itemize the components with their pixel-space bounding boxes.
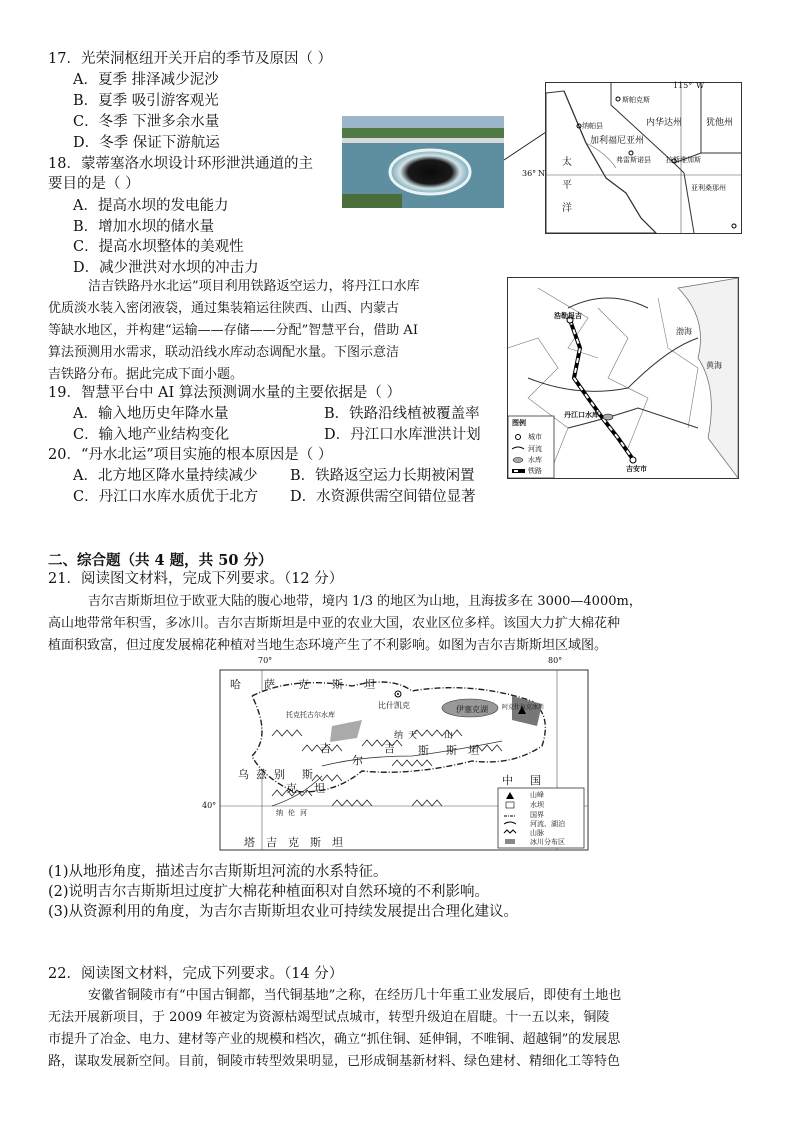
intro19-line4: 算法预测用水需求，联动沿线水库动态调配水量。下图示意洁: [48, 345, 400, 360]
map3-label-bishkek: 比什凯克: [378, 701, 410, 710]
q20-option-d: D．水资源供需空间错位显著: [290, 489, 476, 505]
map3-label-si: 斯: [332, 678, 343, 691]
map3-label-si-4: 斯: [310, 836, 321, 849]
q21-para-line2: 高山地带常年积雪，多冰川。吉尔吉斯斯坦是中亚的农业大国，农业区位多样。该国大力扩大棉花种: [48, 616, 621, 631]
map3-label-ji-1: 吉: [320, 742, 331, 755]
map2-label-danjiangkou: 丹江口水库: [564, 410, 599, 419]
map3-label-si-2: 斯: [446, 744, 457, 757]
map1-state-nevada: 内华达州: [646, 118, 683, 128]
q18-option-d: D．减少泄洪对水坝的冲击力: [73, 260, 259, 276]
map3-label-tan-2: 坦: [468, 744, 479, 757]
dam-photo: [342, 116, 504, 208]
map3-legend-peak: 山峰: [530, 791, 544, 799]
map2-label-huanghai: 黄海: [706, 361, 722, 370]
q19-option-b: B．铁路沿线植被覆盖率: [324, 406, 480, 422]
q21-question-1: (1)从地形角度，描述吉尔吉斯斯坦河流的水系特征。: [48, 864, 388, 880]
map3-label-zi: 兹: [256, 768, 267, 781]
map2-label-jian: 吉安市: [626, 464, 647, 473]
q22-para-line4: 路，谋取发展新空间。目前，铜陵市转型效果明显，已形成铜基新材料、绿色建材、精细化工等特色: [48, 1054, 621, 1069]
map3-label-toktogul: 托克托古尔水库: [286, 711, 335, 719]
map3-label-naryn-2: 伦: [288, 809, 295, 817]
map2-legend-reservoir: 水库: [528, 456, 542, 464]
map1-city-fresno: 弗雷斯诺县: [616, 156, 651, 164]
map3-label-naryn-3: 河: [300, 809, 307, 817]
q20-option-c: C．丹江口水库水质优于北方: [73, 489, 259, 505]
q22-stem: 22．阅读图文材料，完成下列要求。（14 分）: [48, 966, 344, 982]
map1-longitude-label: 115°: [673, 81, 693, 90]
map-kyrgyzstan: [202, 656, 598, 856]
map1-ocean-label-3: 洋: [562, 203, 572, 214]
map1-west-label: W: [696, 81, 705, 90]
map3-label-shan: 山: [444, 731, 454, 741]
map2-legend-river: 河流: [528, 445, 542, 453]
map1-city-sparks: 斯帕克斯: [622, 96, 650, 104]
intro19-line2: 优质淡水装入密闭液袋，通过集装箱运往陕西、山西、内蒙古: [48, 301, 400, 316]
map3-label-wu: 乌: [238, 768, 249, 781]
map3-label-zhong: 中: [502, 774, 513, 787]
map1-ocean-label-2: 平: [562, 180, 572, 191]
q17-option-a: A．夏季 排泽减少泥沙: [73, 72, 219, 88]
q21-question-2: (2)说明吉尔吉斯斯坦过度扩大棉花种植面积对自然环境的不利影响。: [48, 884, 490, 900]
q18-stem-line1: 18．蒙蒂塞洛水坝设计环形泄洪通道的主: [48, 156, 313, 172]
map3-label-glacier: 阿克什拉克冰川: [502, 704, 545, 711]
map3-label-er: 尔: [352, 754, 363, 767]
map2-legend-title: 图例: [512, 418, 526, 427]
map3-label-sa: 萨: [264, 678, 275, 691]
q21-stem: 21．阅读图文材料，完成下列要求。（12 分）: [48, 571, 344, 587]
map3-label-ji-2: 吉: [384, 742, 395, 755]
map3-label-tan-3: 坦: [314, 782, 325, 795]
q22-para-line2: 无法开展新项目，于 2009 年被定为资源枯竭型试点城市，转型升级迫在眉睫。十一五以来，铜陵: [48, 1010, 610, 1025]
map3-legend-dam: 水坝: [530, 801, 544, 809]
q18-option-c: C．提高水坝整体的美观性: [73, 239, 244, 255]
map3-label-ta: 塔: [244, 836, 255, 849]
map2-legend-city: 城市: [528, 433, 542, 441]
map3-legend-border: 国界: [530, 811, 544, 819]
map3-label-ke-3: 克: [288, 836, 299, 849]
q21-question-3: (3)从资源利用的角度，为吉尔吉斯斯坦农业可持续发展提出合理化建议。: [48, 904, 519, 920]
map3-label-na: 纳: [394, 731, 404, 741]
q17-option-c: C．冬季 下泄多余水量: [73, 114, 220, 130]
q17-option-d: D．冬季 保证下游航运: [73, 135, 220, 151]
section2-title: 二、综合题（共 4 题，共 50 分）: [48, 552, 273, 569]
q18-option-b: B．增加水坝的储水量: [73, 219, 215, 235]
map1-north-label: N: [538, 169, 545, 178]
q21-para-line3: 植面积致富，但过度发展棉花种植对当地生态环境产生了不利影响。如图为吉尔吉斯斯坦区域图。: [48, 638, 608, 653]
map2-label-haolebaoji: 浩勒报吉: [554, 311, 582, 320]
map3-legend-glacier: 冰川分布区: [530, 838, 565, 846]
intro19-line3: 等缺水地区，并构建“运输——存储——分配”智慧平台，借助 AI: [48, 323, 418, 338]
map3-legend-mountain: 山脉: [530, 829, 544, 837]
map3-label-tian: 天: [408, 731, 418, 741]
q20-stem: 20．“丹水北运”项目实施的根本原因是（ ）: [48, 447, 333, 463]
q18-stem-line2: 要目的是（ ）: [48, 176, 140, 192]
map3-label-bie: 别: [274, 768, 285, 781]
map1-state-california: 加利福尼亚州: [590, 136, 645, 146]
map2-label-bohai: 渤海: [676, 327, 692, 336]
intro19-line5: 吉铁路分布。据此完成下面小题。: [48, 367, 244, 382]
map3-label-issyk-kul: 伊塞克湖: [456, 705, 488, 714]
q20-option-b: B．铁路返空运力长期被闲置: [290, 468, 475, 484]
map1-city-lasvegas: 拉斯维加斯: [666, 156, 701, 164]
map3-lon-70: 70°: [258, 656, 273, 665]
q22-para-line3: 市提升了冶金、电力、建材等产业的规模和档次，确立“抓住铜、延伸铜，不唯铜、超越铜”的发展思: [48, 1032, 621, 1047]
map3-lon-80: 80°: [548, 656, 563, 665]
q17-option-b: B．夏季 吸引游客观光: [73, 93, 219, 109]
map3-label-ji-3: 吉: [266, 836, 277, 849]
map1-ocean-label-1: 太: [562, 157, 572, 168]
map3-label-guo: 国: [530, 774, 541, 787]
map1-city-napa: 纳帕县: [582, 122, 603, 130]
intro19-line1: 洁吉铁路丹水北运”项目利用铁路返空运力，将丹江口水库: [88, 279, 420, 294]
q19-option-c: C．输入地产业结构变化: [73, 427, 230, 443]
q21-para-line1: 吉尔吉斯斯坦位于欧亚大陆的腹心地带，境内 1/3 的地区为山地，且海拔多在 3000—4000m，: [88, 594, 642, 609]
q19-option-a: A．输入地历史年降水量: [73, 406, 229, 422]
map3-legend-river: 河流、湖泊: [530, 820, 565, 828]
map2-legend-railway: 铁路: [528, 467, 542, 475]
map3-label-tan-4: 坦: [332, 836, 343, 849]
map3-label-ha: 哈: [230, 678, 241, 691]
map3-label-si-1: 斯: [418, 744, 429, 757]
map3-label-naryn-1: 纳: [276, 809, 283, 817]
map1-state-arizona: 亚利桑那州: [691, 184, 726, 192]
map3-label-tan: 坦: [364, 678, 375, 691]
map3-label-si-3: 斯: [302, 768, 313, 781]
map3-label-ke-2: 克: [286, 782, 297, 795]
map-railway: [507, 277, 739, 479]
q20-option-a: A．北方地区降水量持续减少: [73, 468, 258, 484]
pointer-line: [500, 128, 550, 164]
map3-label-ke: 克: [298, 678, 309, 691]
map1-state-utah: 犹他州: [706, 118, 734, 128]
map3-lat-40: 40°: [202, 801, 217, 810]
map1-latitude-label: 36°: [522, 169, 537, 178]
q19-option-d: D．丹江口水库泄洪计划: [324, 427, 481, 443]
q19-stem: 19．智慧平台中 AI 算法预测调水量的主要依据是（ ）: [48, 385, 401, 401]
map-us-southwest: [522, 81, 742, 234]
q18-option-a: A．提高水坝的发电能力: [73, 198, 229, 214]
q17-stem: 17．光荣洞枢纽开关开启的季节及原因（ ）: [48, 51, 333, 67]
q22-para-line1: 安徽省铜陵市有“中国古铜都，当代铜基地”之称，在经历几十年重工业发展后，即使有土地也: [88, 988, 622, 1003]
